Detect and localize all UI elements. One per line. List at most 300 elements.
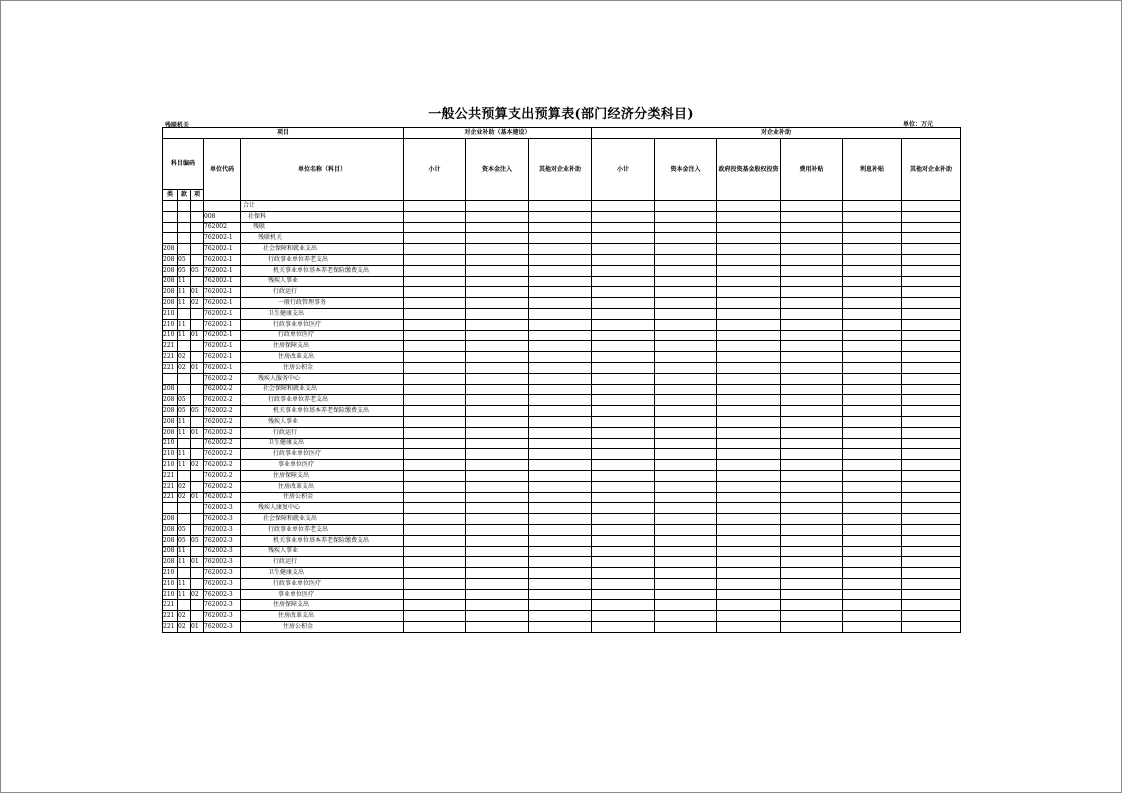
cell-lei: 208 xyxy=(163,298,178,309)
table-row xyxy=(163,416,961,427)
cell-amount xyxy=(843,611,902,622)
cell-code: 762002-1 xyxy=(204,298,241,309)
cell-amount xyxy=(843,319,902,330)
cell-amount xyxy=(592,557,655,568)
cell-kuan: 11 xyxy=(178,416,191,427)
cell-amount xyxy=(843,535,902,546)
unit-label: 单位：万元 xyxy=(903,121,934,128)
cell-amount xyxy=(843,233,902,244)
cell-amount xyxy=(843,416,902,427)
cell-amount xyxy=(843,481,902,492)
cell-xiang xyxy=(191,395,204,406)
cell-amount xyxy=(529,524,592,535)
cell-amount xyxy=(592,470,655,481)
cell-lei: 208 xyxy=(163,265,178,276)
cell-amount xyxy=(466,298,529,309)
table-row xyxy=(163,211,961,222)
cell-kuan xyxy=(178,341,191,352)
cell-amount xyxy=(902,589,961,600)
cell-amount xyxy=(404,492,466,503)
cell-amount xyxy=(592,460,655,471)
cell-amount xyxy=(902,438,961,449)
cell-amount xyxy=(529,481,592,492)
cell-kuan: 02 xyxy=(178,492,191,503)
cell-kuan: 05 xyxy=(178,406,191,417)
cell-amount xyxy=(843,308,902,319)
cell-amount xyxy=(655,395,717,406)
cell-amount xyxy=(529,265,592,276)
header-g2-capital-injection: 资本金注入 xyxy=(655,139,717,201)
cell-amount xyxy=(843,384,902,395)
cell-amount xyxy=(781,244,843,255)
cell-amount xyxy=(466,524,529,535)
cell-amount xyxy=(843,201,902,212)
cell-code: 762002-1 xyxy=(204,362,241,373)
cell-xiang xyxy=(191,233,204,244)
cell-amount xyxy=(843,524,902,535)
cell-amount xyxy=(655,460,717,471)
cell-amount xyxy=(843,568,902,579)
cell-amount xyxy=(902,233,961,244)
cell-lei: 210 xyxy=(163,578,178,589)
cell-xiang xyxy=(191,524,204,535)
cell-amount xyxy=(404,384,466,395)
cell-lei: 221 xyxy=(163,362,178,373)
cell-amount xyxy=(592,254,655,265)
table-row xyxy=(163,362,961,373)
cell-amount xyxy=(902,373,961,384)
cell-lei: 208 xyxy=(163,395,178,406)
cell-amount xyxy=(592,308,655,319)
cell-lei: 208 xyxy=(163,276,178,287)
cell-amount xyxy=(781,373,843,384)
cell-amount xyxy=(843,276,902,287)
cell-amount xyxy=(781,330,843,341)
cell-kuan xyxy=(178,211,191,222)
cell-amount xyxy=(466,406,529,417)
cell-amount xyxy=(529,341,592,352)
cell-amount xyxy=(843,589,902,600)
cell-amount xyxy=(529,460,592,471)
cell-amount xyxy=(902,578,961,589)
cell-name: 社会保障和就业支出 xyxy=(241,514,404,525)
cell-amount xyxy=(843,265,902,276)
cell-amount xyxy=(902,546,961,557)
cell-amount xyxy=(781,546,843,557)
table-row xyxy=(163,395,961,406)
cell-code: 762002-2 xyxy=(204,406,241,417)
cell-amount xyxy=(843,438,902,449)
header-g2-subtotal: 小计 xyxy=(592,139,655,201)
header-unit-code: 单位代码 xyxy=(204,139,241,201)
cell-amount xyxy=(717,352,781,363)
cell-lei: 210 xyxy=(163,589,178,600)
table-row xyxy=(163,460,961,471)
cell-amount xyxy=(404,503,466,514)
cell-amount xyxy=(529,276,592,287)
cell-lei: 210 xyxy=(163,568,178,579)
cell-amount xyxy=(843,622,902,633)
cell-amount xyxy=(655,481,717,492)
cell-amount xyxy=(781,589,843,600)
cell-amount xyxy=(592,481,655,492)
cell-amount xyxy=(404,352,466,363)
cell-amount xyxy=(404,416,466,427)
cell-name: 行政运行 xyxy=(241,287,404,298)
cell-amount xyxy=(529,384,592,395)
cell-amount xyxy=(592,524,655,535)
cell-amount xyxy=(717,319,781,330)
cell-xiang: 05 xyxy=(191,535,204,546)
cell-code: 762002-2 xyxy=(204,427,241,438)
cell-name: 行政事业单位养老支出 xyxy=(241,524,404,535)
table-row xyxy=(163,352,961,363)
cell-code: 762002-1 xyxy=(204,287,241,298)
cell-amount xyxy=(404,308,466,319)
cell-kuan xyxy=(178,600,191,611)
cell-amount xyxy=(404,362,466,373)
cell-xiang xyxy=(191,611,204,622)
cell-name: 住房改革支出 xyxy=(241,611,404,622)
table-row xyxy=(163,244,961,255)
cell-name: 卫生健康支出 xyxy=(241,308,404,319)
cell-code: 762002-1 xyxy=(204,319,241,330)
cell-amount xyxy=(466,557,529,568)
cell-name: 残疾人康复中心 xyxy=(241,503,404,514)
cell-amount xyxy=(655,622,717,633)
cell-amount xyxy=(843,460,902,471)
cell-amount xyxy=(655,535,717,546)
cell-xiang xyxy=(191,201,204,212)
cell-xiang: 01 xyxy=(191,622,204,633)
table-row xyxy=(163,287,961,298)
cell-lei: 208 xyxy=(163,287,178,298)
cell-kuan: 11 xyxy=(178,460,191,471)
cell-lei: 208 xyxy=(163,416,178,427)
cell-amount xyxy=(404,568,466,579)
cell-kuan xyxy=(178,438,191,449)
table-row xyxy=(163,406,961,417)
cell-amount xyxy=(529,438,592,449)
cell-amount xyxy=(529,492,592,503)
cell-amount xyxy=(655,611,717,622)
cell-amount xyxy=(781,557,843,568)
cell-amount xyxy=(655,557,717,568)
cell-amount xyxy=(902,449,961,460)
cell-lei: 208 xyxy=(163,384,178,395)
cell-xiang xyxy=(191,568,204,579)
cell-amount xyxy=(717,503,781,514)
table-row xyxy=(163,427,961,438)
cell-amount xyxy=(404,611,466,622)
cell-amount xyxy=(717,201,781,212)
cell-amount xyxy=(717,557,781,568)
cell-code: 762002-2 xyxy=(204,449,241,460)
cell-amount xyxy=(717,406,781,417)
cell-amount xyxy=(529,546,592,557)
cell-amount xyxy=(404,481,466,492)
cell-kuan: 05 xyxy=(178,254,191,265)
cell-amount xyxy=(655,352,717,363)
table-body xyxy=(163,201,961,633)
cell-code: 762002-3 xyxy=(204,514,241,525)
header-g2-gov-investment-fund: 政府投资基金股权投资 xyxy=(717,139,781,201)
cell-lei xyxy=(163,211,178,222)
cell-amount xyxy=(529,395,592,406)
cell-code: 762002-3 xyxy=(204,600,241,611)
cell-xiang: 01 xyxy=(191,330,204,341)
cell-amount xyxy=(781,416,843,427)
cell-amount xyxy=(717,611,781,622)
cell-xiang xyxy=(191,546,204,557)
cell-lei: 210 xyxy=(163,460,178,471)
cell-amount xyxy=(843,470,902,481)
cell-code: 762002-3 xyxy=(204,535,241,546)
table-row xyxy=(163,233,961,244)
cell-amount xyxy=(404,535,466,546)
cell-code: 762002-1 xyxy=(204,352,241,363)
cell-code: 762002-2 xyxy=(204,384,241,395)
cell-xiang xyxy=(191,449,204,460)
table-row xyxy=(163,449,961,460)
cell-name: 合计 xyxy=(241,201,404,212)
cell-amount xyxy=(902,319,961,330)
cell-lei xyxy=(163,503,178,514)
cell-amount xyxy=(592,427,655,438)
cell-kuan: 05 xyxy=(178,524,191,535)
cell-lei: 208 xyxy=(163,535,178,546)
cell-kuan xyxy=(178,308,191,319)
cell-amount xyxy=(902,622,961,633)
cell-amount xyxy=(592,406,655,417)
cell-code: 762002-2 xyxy=(204,481,241,492)
cell-amount xyxy=(529,427,592,438)
cell-amount xyxy=(902,427,961,438)
cell-amount xyxy=(655,514,717,525)
cell-kuan: 02 xyxy=(178,481,191,492)
cell-amount xyxy=(404,211,466,222)
header-lei: 类 xyxy=(163,190,178,201)
cell-amount xyxy=(404,514,466,525)
cell-amount xyxy=(529,233,592,244)
cell-amount xyxy=(529,578,592,589)
header-subject-code: 科目编码 xyxy=(163,139,204,190)
cell-xiang: 05 xyxy=(191,265,204,276)
cell-amount xyxy=(717,622,781,633)
cell-xiang xyxy=(191,416,204,427)
cell-amount xyxy=(717,449,781,460)
cell-code: 762002-3 xyxy=(204,557,241,568)
cell-amount xyxy=(655,362,717,373)
cell-lei: 208 xyxy=(163,557,178,568)
cell-kuan xyxy=(178,514,191,525)
cell-amount xyxy=(843,406,902,417)
cell-amount xyxy=(843,578,902,589)
cell-kuan: 11 xyxy=(178,287,191,298)
cell-amount xyxy=(529,470,592,481)
cell-amount xyxy=(592,373,655,384)
cell-amount xyxy=(781,438,843,449)
cell-code: 762002-3 xyxy=(204,622,241,633)
cell-kuan: 02 xyxy=(178,611,191,622)
cell-amount xyxy=(529,514,592,525)
cell-amount xyxy=(781,568,843,579)
cell-name: 事业单位医疗 xyxy=(241,460,404,471)
cell-amount xyxy=(404,524,466,535)
cell-code: 762002-1 xyxy=(204,276,241,287)
cell-amount xyxy=(529,535,592,546)
cell-amount xyxy=(843,557,902,568)
cell-amount xyxy=(902,600,961,611)
cell-name: 卫生健康支出 xyxy=(241,438,404,449)
cell-amount xyxy=(592,352,655,363)
cell-amount xyxy=(592,622,655,633)
cell-amount xyxy=(592,341,655,352)
cell-amount xyxy=(466,308,529,319)
cell-amount xyxy=(466,514,529,525)
cell-amount xyxy=(902,254,961,265)
cell-amount xyxy=(529,287,592,298)
cell-amount xyxy=(781,352,843,363)
page-title: 一般公共预算支出预算表(部门经济分类科目) xyxy=(428,107,694,122)
cell-amount xyxy=(655,287,717,298)
cell-amount xyxy=(902,298,961,309)
cell-amount xyxy=(655,406,717,417)
cell-amount xyxy=(781,427,843,438)
table-row xyxy=(163,276,961,287)
cell-lei: 210 xyxy=(163,438,178,449)
cell-amount xyxy=(843,362,902,373)
cell-amount xyxy=(529,503,592,514)
cell-amount xyxy=(902,395,961,406)
cell-amount xyxy=(655,449,717,460)
header-g1-subtotal: 小计 xyxy=(404,139,466,201)
cell-amount xyxy=(717,265,781,276)
cell-xiang xyxy=(191,438,204,449)
cell-amount xyxy=(592,384,655,395)
cell-amount xyxy=(466,503,529,514)
cell-amount xyxy=(655,427,717,438)
cell-amount xyxy=(466,438,529,449)
cell-xiang xyxy=(191,384,204,395)
cell-amount xyxy=(902,265,961,276)
cell-amount xyxy=(781,524,843,535)
cell-lei: 221 xyxy=(163,341,178,352)
cell-name: 住房保障支出 xyxy=(241,470,404,481)
cell-amount xyxy=(529,222,592,233)
cell-xiang: 02 xyxy=(191,298,204,309)
cell-amount xyxy=(717,600,781,611)
cell-lei xyxy=(163,201,178,212)
cell-amount xyxy=(902,352,961,363)
cell-amount xyxy=(843,287,902,298)
cell-amount xyxy=(717,514,781,525)
cell-amount xyxy=(404,622,466,633)
cell-amount xyxy=(781,384,843,395)
cell-code: 762002-1 xyxy=(204,330,241,341)
cell-amount xyxy=(592,611,655,622)
cell-amount xyxy=(843,373,902,384)
cell-code: 762002-3 xyxy=(204,568,241,579)
cell-amount xyxy=(592,319,655,330)
cell-amount xyxy=(902,330,961,341)
cell-xiang: 02 xyxy=(191,589,204,600)
cell-amount xyxy=(843,395,902,406)
cell-amount xyxy=(843,330,902,341)
cell-amount xyxy=(655,233,717,244)
cell-amount xyxy=(404,233,466,244)
cell-amount xyxy=(717,244,781,255)
cell-amount xyxy=(592,233,655,244)
cell-amount xyxy=(717,362,781,373)
cell-amount xyxy=(529,211,592,222)
cell-amount xyxy=(902,287,961,298)
cell-kuan: 02 xyxy=(178,622,191,633)
cell-amount xyxy=(781,308,843,319)
cell-amount xyxy=(843,341,902,352)
cell-amount xyxy=(902,514,961,525)
cell-amount xyxy=(781,611,843,622)
cell-name: 住房改革支出 xyxy=(241,481,404,492)
cell-amount xyxy=(717,373,781,384)
cell-code: 762002-2 xyxy=(204,492,241,503)
header-g1-other-subsidy: 其他对企业补助 xyxy=(529,139,592,201)
table-row xyxy=(163,308,961,319)
cell-amount xyxy=(466,481,529,492)
cell-name: 机关事业单位基本养老保险缴费支出 xyxy=(241,265,404,276)
header-g2-fee-subsidy: 费用补贴 xyxy=(781,139,843,201)
cell-kuan xyxy=(178,233,191,244)
cell-amount xyxy=(843,298,902,309)
cell-name: 残疾人事业 xyxy=(241,546,404,557)
cell-amount xyxy=(529,449,592,460)
cell-amount xyxy=(843,254,902,265)
cell-name: 残联机关 xyxy=(241,233,404,244)
cell-amount xyxy=(592,503,655,514)
cell-lei: 221 xyxy=(163,600,178,611)
cell-lei: 208 xyxy=(163,427,178,438)
table-row xyxy=(163,546,961,557)
cell-amount xyxy=(466,449,529,460)
cell-amount xyxy=(529,600,592,611)
cell-amount xyxy=(592,578,655,589)
cell-xiang xyxy=(191,481,204,492)
cell-amount xyxy=(466,578,529,589)
cell-lei: 221 xyxy=(163,611,178,622)
cell-amount xyxy=(466,611,529,622)
cell-amount xyxy=(404,201,466,212)
table-row xyxy=(163,481,961,492)
cell-lei: 221 xyxy=(163,352,178,363)
cell-amount xyxy=(717,460,781,471)
cell-amount xyxy=(717,470,781,481)
cell-code: 762002-2 xyxy=(204,416,241,427)
cell-amount xyxy=(592,449,655,460)
cell-amount xyxy=(404,222,466,233)
cell-amount xyxy=(655,276,717,287)
cell-kuan: 11 xyxy=(178,557,191,568)
cell-amount xyxy=(902,211,961,222)
cell-name: 行政运行 xyxy=(241,427,404,438)
cell-amount xyxy=(781,460,843,471)
cell-lei: 210 xyxy=(163,319,178,330)
cell-xiang xyxy=(191,254,204,265)
cell-amount xyxy=(717,481,781,492)
cell-amount xyxy=(404,276,466,287)
cell-name: 住房公积金 xyxy=(241,622,404,633)
cell-amount xyxy=(466,492,529,503)
cell-amount xyxy=(466,265,529,276)
